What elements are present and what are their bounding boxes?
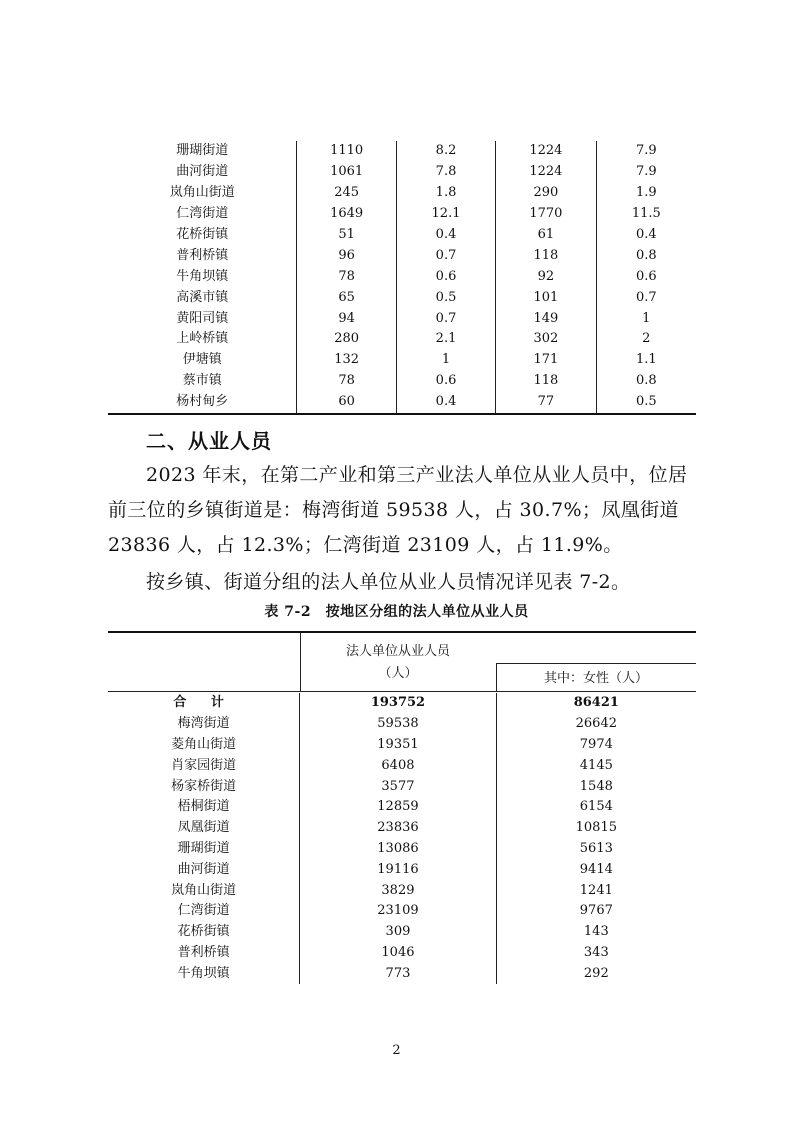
row-value-3: 1770 — [496, 204, 596, 225]
row-value-4: 0.4 — [596, 225, 696, 246]
row-value-4: 0.8 — [596, 245, 696, 266]
row-value-3: 92 — [496, 266, 596, 287]
row-area-name: 曲河街道 — [176, 164, 229, 180]
table-row — [108, 859, 696, 880]
row-value-4: 7.9 — [596, 162, 696, 183]
table-row — [108, 183, 696, 204]
header-employees — [300, 641, 496, 685]
header-female: 其中：女性（人） — [543, 671, 648, 686]
row-area-name: 上岭桥镇 — [176, 331, 229, 347]
row-value-1: 65 — [297, 287, 396, 308]
row-employees: 23836 — [300, 818, 496, 839]
row-employees: 3577 — [300, 776, 496, 797]
row-value-4: 11.5 — [596, 204, 696, 225]
row-value-4: 1 — [596, 308, 696, 329]
table-row — [108, 245, 696, 266]
row-employees: 13086 — [300, 839, 496, 860]
header-employees-unit: （人） — [378, 666, 418, 681]
row-female: 26642 — [496, 714, 696, 735]
row-value-2: 0.4 — [396, 225, 495, 246]
row-area-name: 珊瑚街道 — [176, 143, 229, 159]
table-row — [108, 714, 696, 735]
row-value-3: 118 — [496, 245, 596, 266]
row-value-3: 118 — [496, 371, 596, 392]
table-row — [108, 901, 696, 922]
row-area-name: 普利桥镇 — [176, 247, 229, 263]
row-value-4: 0.8 — [596, 371, 696, 392]
row-area-name: 花桥街镇 — [177, 924, 230, 940]
table-row — [108, 963, 696, 984]
row-value-1: 1649 — [297, 204, 396, 225]
row-female: 9414 — [496, 859, 696, 880]
table-row — [108, 287, 696, 308]
row-value-2: 0.6 — [396, 371, 495, 392]
row-value-4: 0.7 — [596, 287, 696, 308]
row-value-2: 12.1 — [396, 204, 495, 225]
row-value-2: 2.1 — [396, 329, 495, 350]
table-row — [108, 204, 696, 225]
row-value-4: 0.6 — [596, 266, 696, 287]
table-row-total — [108, 693, 696, 714]
row-employees: 773 — [300, 963, 496, 984]
row-female: 10815 — [496, 818, 696, 839]
row-value-4: 1.9 — [596, 183, 696, 204]
row-employees: 1046 — [300, 943, 496, 964]
row-area-name: 伊塘镇 — [182, 352, 222, 368]
row-female: 1241 — [496, 880, 696, 901]
row-area-name: 岚角山街道 — [169, 185, 235, 201]
row-area-name: 高溪市镇 — [176, 289, 229, 305]
row-value-1: 60 — [297, 392, 396, 414]
row-value-1: 280 — [297, 329, 396, 350]
row-female: 292 — [496, 963, 696, 984]
row-area-name: 肖家园街道 — [171, 757, 237, 773]
header-sub-rule — [496, 663, 696, 664]
row-value-4: 1.1 — [596, 350, 696, 371]
row-value-1: 78 — [297, 266, 396, 287]
table-row — [108, 776, 696, 797]
row-female: 7974 — [496, 735, 696, 756]
table-row — [108, 329, 696, 350]
row-value-1: 78 — [297, 371, 396, 392]
row-area-name: 普利桥镇 — [177, 944, 230, 960]
row-value-3: 149 — [496, 308, 596, 329]
row-area-name: 凤凰街道 — [177, 820, 230, 836]
row-area-name: 菱角山街道 — [171, 736, 237, 752]
row-value-2: 0.7 — [396, 245, 495, 266]
table-row — [108, 162, 696, 183]
row-value-3: 1224 — [496, 141, 596, 162]
row-area-name: 花桥街镇 — [176, 227, 229, 242]
table-row — [108, 350, 696, 371]
row-area-name: 牛角坝镇 — [177, 965, 230, 981]
table-row — [108, 225, 696, 246]
table-row — [108, 755, 696, 776]
row-area-name: 蔡市镇 — [182, 373, 222, 389]
row-value-2: 0.7 — [396, 308, 495, 329]
row-value-3: 171 — [496, 350, 596, 371]
row-value-3: 61 — [496, 225, 596, 246]
row-area-name: 杨村甸乡 — [108, 392, 297, 414]
row-area-name: 曲河街道 — [177, 861, 230, 877]
table-row — [108, 922, 696, 943]
row-value-2: 1.8 — [396, 183, 495, 204]
row-employees: 6408 — [300, 755, 496, 776]
row-value-3: 290 — [496, 183, 596, 204]
row-female: 1548 — [496, 776, 696, 797]
table-row — [108, 818, 696, 839]
row-value-3: 77 — [496, 392, 596, 414]
table-row — [108, 141, 696, 162]
table-row — [108, 308, 696, 329]
row-value-2: 0.6 — [396, 266, 495, 287]
row-employees: 59538 — [300, 714, 496, 735]
table-header — [108, 633, 696, 692]
row-employees: 19351 — [300, 735, 496, 756]
row-employees: 309 — [300, 922, 496, 943]
row-value-4: 2 — [596, 329, 696, 350]
table-row — [108, 266, 696, 287]
table-row — [108, 839, 696, 860]
row-area-name: 仁湾街道 — [176, 206, 229, 222]
header-employees-label: 法人单位从业人员 — [345, 644, 450, 659]
row-value-1: 1061 — [297, 162, 396, 183]
paragraph-reference: 按乡镇、街道分组的法人单位从业人员情况详见表 7-2。 — [146, 571, 631, 593]
row-value-2: 8.2 — [396, 141, 495, 162]
total-label: 合 计 — [173, 695, 234, 711]
row-value-1: 94 — [297, 308, 396, 329]
row-value-3: 1224 — [496, 162, 596, 183]
table-continued — [108, 141, 696, 415]
row-value-1: 96 — [297, 245, 396, 266]
row-area-name: 梅湾街道 — [177, 716, 230, 732]
table-row — [108, 735, 696, 756]
paragraph-summary: 2023 年末，在第二产业和第三产业法人单位从业人员中，位居前三位的乡镇街道是：梅湾街道 59538 人，占 30.7%；凤凰街道 23836 人，占 12.3%；仁湾街道 23109 人，占 11.9%。 — [108, 464, 688, 556]
table-row — [108, 371, 696, 392]
table-caption: 表 7-2 按地区分组的法人单位从业人员 — [264, 604, 529, 620]
table-row — [108, 880, 696, 901]
table-row — [108, 943, 696, 964]
row-value-2: 0.5 — [396, 287, 495, 308]
row-female: 6154 — [496, 797, 696, 818]
section-heading: 二、从业人员 — [146, 429, 272, 453]
row-value-4: 0.5 — [596, 392, 696, 414]
row-female: 143 — [496, 922, 696, 943]
row-area-name: 牛角坝镇 — [176, 268, 229, 284]
row-area-name: 杨家桥街道 — [171, 778, 237, 794]
row-area-name: 仁湾街道 — [177, 903, 230, 919]
row-value-3: 302 — [496, 329, 596, 350]
row-area-name: 梧桐街道 — [177, 799, 230, 815]
table-row — [108, 392, 696, 414]
row-female: 4145 — [496, 755, 696, 776]
row-female: 343 — [496, 943, 696, 964]
row-value-3: 101 — [496, 287, 596, 308]
row-female: 9767 — [496, 901, 696, 922]
row-employees: 19116 — [300, 859, 496, 880]
row-area-name: 岚角山街道 — [171, 882, 237, 898]
row-area-name: 珊瑚街道 — [177, 840, 230, 856]
page-number: 2 — [392, 1043, 401, 1058]
row-female: 5613 — [496, 839, 696, 860]
total-employees: 193752 — [300, 693, 496, 714]
table-row — [108, 797, 696, 818]
row-value-1: 245 — [297, 183, 396, 204]
row-value-1: 132 — [297, 350, 396, 371]
row-value-4: 7.9 — [596, 141, 696, 162]
row-value-2: 1 — [396, 350, 495, 371]
row-value-2: 7.8 — [396, 162, 495, 183]
row-value-2: 0.4 — [396, 392, 495, 414]
row-employees: 3829 — [300, 880, 496, 901]
table-body — [108, 693, 696, 984]
row-area-name: 黄阳司镇 — [176, 310, 229, 326]
row-value-1: 1110 — [297, 141, 396, 162]
row-value-1: 51 — [297, 225, 396, 246]
row-employees: 12859 — [300, 797, 496, 818]
row-employees: 23109 — [300, 901, 496, 922]
total-female: 86421 — [496, 693, 696, 714]
